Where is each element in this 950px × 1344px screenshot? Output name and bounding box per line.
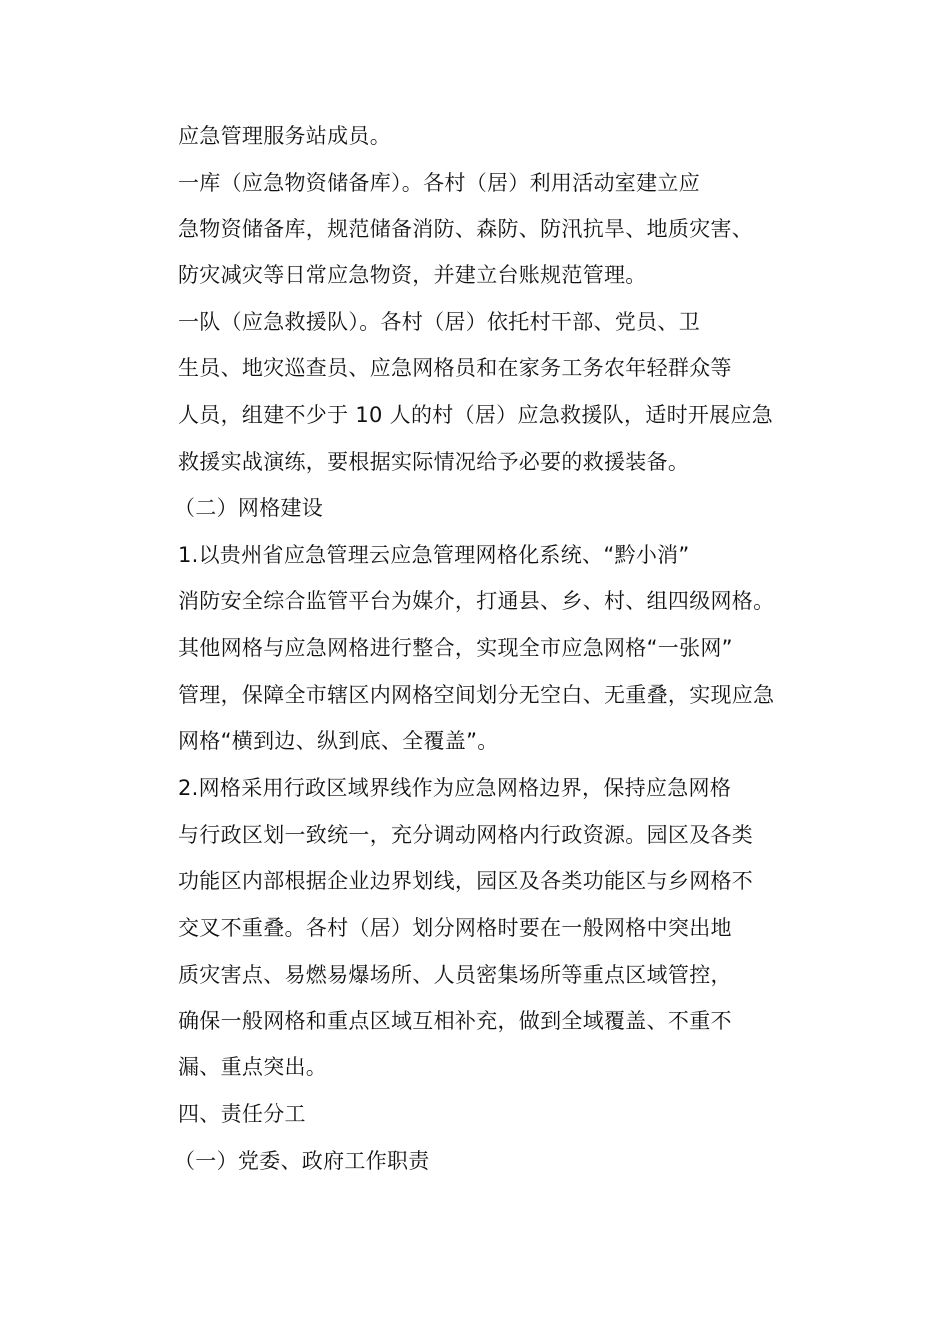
paragraph-line: 生员、地灾巡查员、应急网格员和在家务工务农年轻群众等 — [178, 356, 732, 380]
paragraph-line: 救援实战演练，要根据实际情况给予必要的救援装备。 — [178, 450, 690, 474]
paragraph-line: 一队（应急救援队）。各村（居）依托村干部、党员、卫 — [178, 310, 700, 334]
paragraph-line: 漏、重点突出。 — [178, 1055, 328, 1079]
paragraph-line: 确保一般网格和重点区域互相补充，做到全域覆盖、不重不 — [178, 1009, 732, 1033]
paragraph-line: 2.网格采用行政区域界线作为应急网格边界，保持应急网格 — [178, 776, 732, 800]
paragraph-line: 功能区内部根据企业边界划线，园区及各类功能区与乡网格不 — [178, 869, 754, 893]
paragraph-line: 其他网格与应急网格进行整合，实现全市应急网格“一张网” — [178, 636, 733, 660]
paragraph-line: 与行政区划一致统一，充分调动网格内行政资源。园区及各类 — [178, 823, 754, 847]
paragraph-line: 质灾害点、易燃易爆场所、人员密集场所等重点区域管控， — [178, 963, 732, 987]
paragraph-line: 应急管理服务站成员。 — [178, 124, 391, 148]
paragraph-line: 1.以贵州省应急管理云应急管理网格化系统、“黔小消” — [178, 543, 690, 567]
section-heading: （二）网格建设 — [174, 496, 324, 520]
paragraph-line: 网格“横到边、纵到底、全覆盖”。 — [178, 729, 499, 753]
paragraph-line: 急物资储备库，规范储备消防、森防、防汛抗旱、地质灾害、 — [178, 217, 754, 241]
subsection-heading: （一）党委、政府工作职责 — [174, 1149, 430, 1173]
paragraph-line: 一库（应急物资储备库）。各村（居）利用活动室建立应 — [178, 171, 700, 195]
paragraph-line: 交叉不重叠。各村（居）划分网格时要在一般网格中突出地 — [178, 916, 732, 940]
section-heading: 四、责任分工 — [178, 1102, 306, 1126]
paragraph-line: 防灾减灾等日常应急物资，并建立台账规范管理。 — [178, 263, 647, 287]
paragraph-line: 消防安全综合监管平台为媒介，打通县、乡、村、组四级网格。 — [178, 589, 775, 613]
paragraph-line: 人员，组建不少于 10 人的村（居）应急救援队，适时开展应急 — [178, 403, 774, 427]
paragraph-line: 管理，保障全市辖区内网格空间划分无空白、无重叠，实现应急 — [178, 683, 775, 707]
